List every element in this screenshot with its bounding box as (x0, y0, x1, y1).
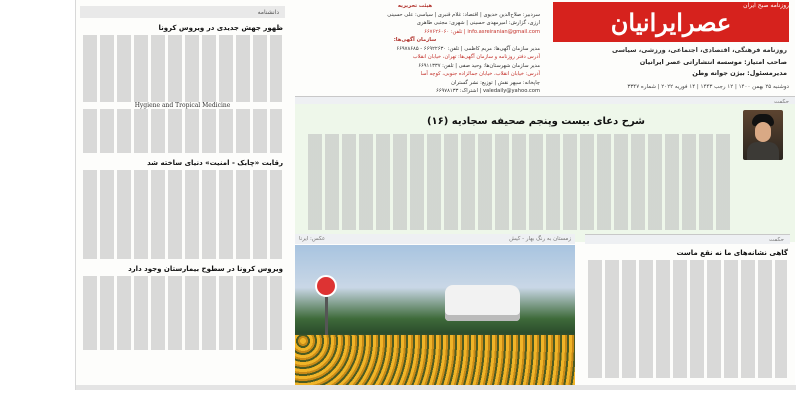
masthead-editor: مدیرمسئول: بیژن جوانه وطن (692, 69, 787, 77)
text-line (83, 50, 282, 57)
article-headline[interactable]: رقابت «چابک - امنیت» دنیای ساخته شد (147, 159, 283, 168)
text-line (588, 312, 787, 319)
column-section-label: دانشنامه (80, 6, 285, 18)
info-ads-header: سازمان آگهی‌ها: (393, 37, 437, 43)
text-line (83, 72, 282, 79)
news-photo[interactable] (295, 245, 575, 387)
text-line (83, 237, 282, 244)
text-line (83, 42, 282, 49)
main-article (295, 104, 795, 242)
text-line (83, 57, 282, 64)
text-line (83, 252, 282, 259)
photo-caption: زمستان به رنگ بهار - کیش (509, 236, 571, 242)
main-article-headline[interactable]: شرح دعای بیست وپنجم صحیفه سجادیه (۱۶) (426, 116, 645, 127)
photo-caption-bar (295, 234, 575, 244)
section-label: حکمت (768, 236, 784, 243)
info-header: هیئت تحریریه (397, 3, 433, 9)
text-line (308, 186, 732, 193)
text-line (308, 134, 732, 141)
text-line (588, 349, 787, 356)
text-line (83, 328, 282, 335)
text-line (588, 341, 787, 348)
text-line (83, 79, 282, 86)
text-line (83, 178, 282, 185)
flower-bed (295, 335, 575, 387)
car-image (445, 285, 520, 321)
text-line (83, 138, 282, 145)
text-line (588, 267, 787, 274)
main-article-body (305, 134, 735, 236)
text-line (83, 200, 282, 207)
info-line: ارزی، گزارش: امیرمهدی حسینی | شهری: مجتبی طاهری (416, 20, 540, 26)
text-line (83, 313, 282, 320)
newspaper-page (75, 0, 795, 390)
page-bottom-edge (76, 385, 796, 390)
left-news-column (80, 6, 285, 386)
english-phrase: Hygiene and Tropical Medicine (134, 101, 231, 109)
info-line: مدیر سازمان آگهی‌ها: مریم کاظمی | تلفن: ۶۶۹۲۲۶۳۰ - ۶۶۹۷۸۶۸۵ (396, 45, 540, 52)
text-line (83, 276, 282, 283)
text-line (308, 164, 732, 171)
text-line (83, 116, 282, 123)
logo-tagline: روزنامه صبح ایران (743, 2, 789, 9)
text-line (308, 156, 732, 163)
text-line (83, 35, 282, 42)
text-line (83, 124, 282, 131)
text-line (588, 327, 787, 334)
masthead (547, 0, 795, 95)
text-line (588, 319, 787, 326)
info-line: آدرس دفتر روزنامه و سازمان آگهی‌ها: تهران، خیابان انقلاب (412, 54, 540, 60)
page-margin (0, 0, 75, 400)
info-line: آدرس: خیابان انقلاب، خیابان جمالزاده جنوبی، کوچه آسا (420, 71, 540, 77)
text-line (83, 222, 282, 229)
photo-credit: عکس: ایرنا (299, 236, 326, 242)
text-line (588, 356, 787, 363)
text-line (83, 283, 282, 290)
text-line (588, 282, 787, 289)
text-line (308, 193, 732, 200)
dateline: دوشنبه ۲۵ بهمن ۱۴۰۰ | ۱۲ رجب ۱۴۴۳ | ۱۴ فوریه ۲۰۲۲ | شماره ۳۳۴۷ (627, 84, 789, 90)
text-line (588, 260, 787, 267)
text-line (588, 371, 787, 378)
text-line (83, 291, 282, 298)
article-headline[interactable]: گاهی نشانه‌های ما نه نقع ماست (676, 249, 788, 257)
text-line (83, 131, 282, 138)
text-line (83, 229, 282, 236)
sign-pole (325, 297, 328, 337)
article-headline[interactable]: ظهور جهش جدیدی در ویروس کرونا (158, 24, 283, 32)
info-line: چاپخانه: سپهر نقش | توزیع: نشر گستران (451, 79, 540, 86)
text-line (308, 141, 732, 148)
masthead-subtitle: روزنامه فرهنگی، اقتصادی، اجتماعی، ورزشی، سیاسی (612, 46, 787, 54)
masthead-publisher: صاحب امتیاز: موسسه انتشاراتی عصر ایرانیان (639, 58, 787, 66)
text-line (588, 304, 787, 311)
right-news-column (585, 245, 790, 385)
info-line: سردبیر: صلاح‌الدین خدیوی | اقتصاد: غلام قنبری | سیاسی: علی حسینی (387, 11, 540, 18)
text-line (83, 298, 282, 305)
text-line (83, 94, 282, 101)
text-line (83, 320, 282, 327)
info-line[interactable]: valedaily@yahoo.com | اشتراک: ۶۶۹۷۸۱۳۳ (435, 88, 540, 94)
text-line (308, 171, 732, 178)
text-line (308, 215, 732, 222)
text-line (588, 297, 787, 304)
section-label: حکمت (773, 98, 789, 105)
text-line (588, 363, 787, 370)
text-line (83, 342, 282, 349)
logo-text: عصرایرانیان (610, 7, 732, 37)
text-line (588, 334, 787, 341)
text-line (83, 65, 282, 72)
info-email[interactable]: info.asreiranian@gmail.com | تلفن: ۶۶۷۶۲۶۰۶۰ (424, 28, 540, 35)
text-line (83, 146, 282, 153)
text-line (83, 244, 282, 251)
traffic-sign-icon (315, 275, 337, 297)
text-line (83, 215, 282, 222)
author-portrait (743, 110, 783, 160)
article-headline[interactable]: ویروس کرونا در سطوح بیمارستان وجود دارد (128, 264, 283, 273)
text-line (308, 223, 732, 230)
text-line (83, 109, 282, 116)
text-line (83, 192, 282, 199)
text-line (588, 275, 787, 282)
editorial-info-block (290, 2, 540, 94)
text-line (83, 335, 282, 342)
text-line (308, 149, 732, 156)
text-line (83, 306, 282, 313)
right-section-bar (585, 234, 790, 244)
info-line: مدیر سازمان شهرستان‌ها: وحید صفی | تلفن: ۶۶۹۱۱۳۳۷ (418, 62, 540, 69)
text-line (308, 178, 732, 185)
text-line (588, 290, 787, 297)
text-line (308, 208, 732, 215)
text-line (308, 201, 732, 208)
text-line (83, 185, 282, 192)
text-line (83, 207, 282, 214)
text-line (83, 87, 282, 94)
text-line (83, 170, 282, 177)
